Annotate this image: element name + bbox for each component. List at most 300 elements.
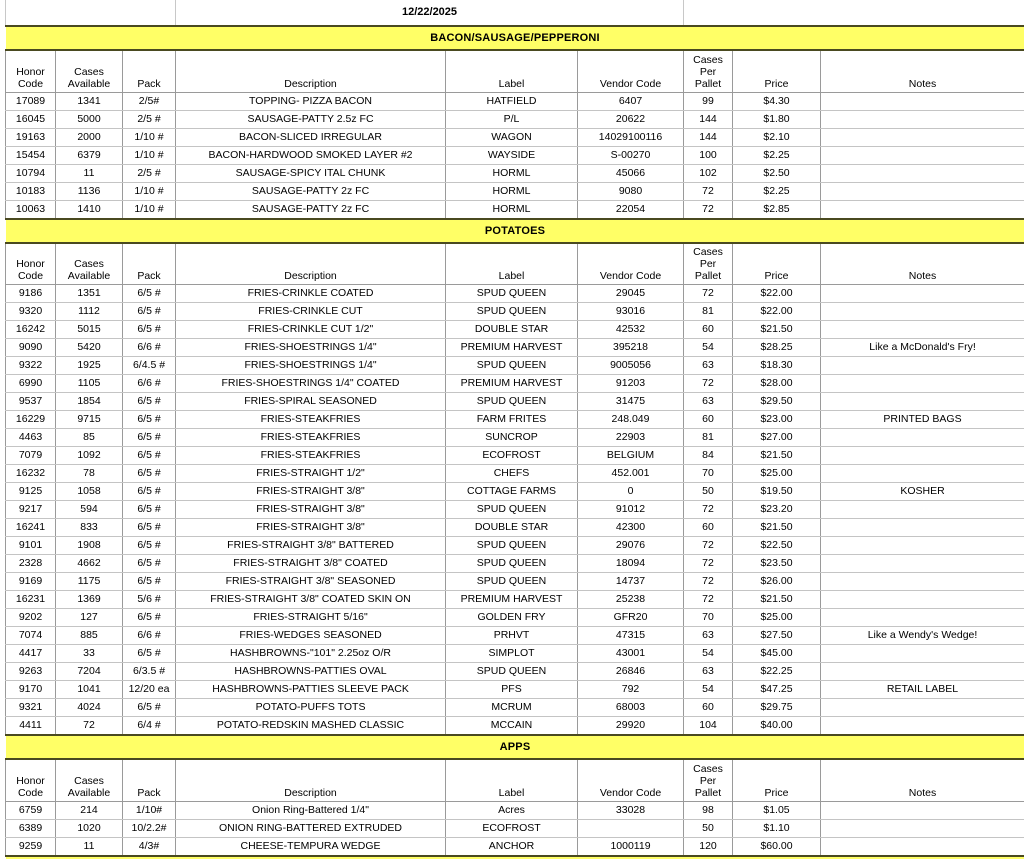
cell-label: DOUBLE STAR	[446, 519, 578, 537]
cell-cases-available: 9715	[56, 411, 123, 429]
cell-honor-code: 6389	[6, 819, 56, 837]
cell-cases-available: 1020	[56, 819, 123, 837]
cell-notes	[821, 663, 1024, 681]
column-header-label[interactable]: Label	[446, 50, 578, 92]
cell-honor-code: 9320	[6, 303, 56, 321]
cell-honor-code: 16045	[6, 110, 56, 128]
column-header-price[interactable]: Price	[733, 759, 821, 801]
cell-cases-per-pallet: 70	[684, 465, 733, 483]
cell-label: ECOFROST	[446, 447, 578, 465]
section-title: POTATOES	[6, 219, 1024, 243]
cell-price: $23.20	[733, 501, 821, 519]
cell-pack: 6/5 #	[123, 501, 176, 519]
column-header-cases-per-pallet[interactable]: Cases Per Pallet	[684, 50, 733, 92]
cell-vendor-code: 18094	[578, 555, 684, 573]
cell-notes	[821, 146, 1024, 164]
table-row[interactable]	[6, 285, 1024, 303]
cell-cases-available: 1341	[56, 92, 123, 110]
cell-label: SPUD QUEEN	[446, 285, 578, 303]
cell-cases-per-pallet: 98	[684, 801, 733, 819]
table-row[interactable]	[6, 447, 1024, 465]
cell-label: SPUD QUEEN	[446, 663, 578, 681]
cell-description: FRIES-STEAKFRIES	[176, 429, 446, 447]
cell-price: $25.00	[733, 465, 821, 483]
cell-notes	[821, 285, 1024, 303]
cell-vendor-code: 29076	[578, 537, 684, 555]
cell-description: FRIES-CRINKLE CUT	[176, 303, 446, 321]
table-row[interactable]	[6, 501, 1024, 519]
cell-label: PFS	[446, 681, 578, 699]
cell-description: FRIES-SPIRAL SEASONED	[176, 393, 446, 411]
cell-notes: Like a McDonald's Fry!	[821, 339, 1024, 357]
cell-notes	[821, 200, 1024, 219]
cell-price: $22.00	[733, 285, 821, 303]
column-header-description[interactable]: Description	[176, 759, 446, 801]
cell-notes	[821, 519, 1024, 537]
cell-vendor-code: 22903	[578, 429, 684, 447]
cell-cases-per-pallet: 60	[684, 411, 733, 429]
cell-cases-per-pallet: 63	[684, 393, 733, 411]
column-header-cases-per-pallet[interactable]: Cases Per Pallet	[684, 243, 733, 285]
column-header-description[interactable]: Description	[176, 243, 446, 285]
column-header-label[interactable]: Label	[446, 243, 578, 285]
cell-description: FRIES-STRAIGHT 3/8" COATED	[176, 555, 446, 573]
table-row[interactable]	[6, 110, 1024, 128]
cell-price: $1.10	[733, 819, 821, 837]
cell-vendor-code: 91203	[578, 375, 684, 393]
cell-price: $21.50	[733, 321, 821, 339]
cell-vendor-code: 248.049	[578, 411, 684, 429]
cell-notes	[821, 591, 1024, 609]
cell-pack: 12/20 ea	[123, 681, 176, 699]
cell-vendor-code: 9080	[578, 182, 684, 200]
cell-label: HORML	[446, 164, 578, 182]
table-row[interactable]	[6, 429, 1024, 447]
column-header-notes[interactable]: Notes	[821, 759, 1024, 801]
cell-honor-code: 16241	[6, 519, 56, 537]
cell-pack: 2/5#	[123, 92, 176, 110]
next-section-strip	[6, 856, 1024, 859]
cell-cases-per-pallet: 102	[684, 164, 733, 182]
table-row[interactable]	[6, 128, 1024, 146]
column-header-vendor-code[interactable]: Vendor Code	[578, 50, 684, 92]
column-header-notes[interactable]: Notes	[821, 243, 1024, 285]
cell-honor-code: 16242	[6, 321, 56, 339]
column-header-price[interactable]: Price	[733, 50, 821, 92]
cell-label: ECOFROST	[446, 819, 578, 837]
column-header-description[interactable]: Description	[176, 50, 446, 92]
cell-price: $1.80	[733, 110, 821, 128]
cell-honor-code: 15454	[6, 146, 56, 164]
cell-price: $22.00	[733, 303, 821, 321]
cell-notes	[821, 465, 1024, 483]
cell-cases-per-pallet: 63	[684, 663, 733, 681]
column-header-honor-code[interactable]: Honor Code	[6, 243, 56, 285]
cell-cases-per-pallet: 72	[684, 591, 733, 609]
cell-price: $22.25	[733, 663, 821, 681]
cell-notes	[821, 645, 1024, 663]
column-header-row	[6, 243, 1024, 285]
cell-cases-available: 4662	[56, 555, 123, 573]
cell-vendor-code: 14737	[578, 573, 684, 591]
cell-cases-per-pallet: 54	[684, 645, 733, 663]
cell-description: HASHBROWNS-"101" 2.25oz O/R	[176, 645, 446, 663]
table-row[interactable]	[6, 146, 1024, 164]
cell-price: $2.25	[733, 146, 821, 164]
table-row[interactable]	[6, 591, 1024, 609]
cell-honor-code: 9322	[6, 357, 56, 375]
cell-cases-per-pallet: 72	[684, 537, 733, 555]
cell-cases-per-pallet: 72	[684, 285, 733, 303]
cell-label: FARM FRITES	[446, 411, 578, 429]
column-header-pack[interactable]: Pack	[123, 50, 176, 92]
cell-vendor-code: 42532	[578, 321, 684, 339]
cell-label: WAYSIDE	[446, 146, 578, 164]
table-row[interactable]	[6, 663, 1024, 681]
cell-vendor-code: 29920	[578, 717, 684, 736]
cell-notes	[821, 128, 1024, 146]
column-header-cases-available[interactable]: Cases Available	[56, 243, 123, 285]
cell-label: SUNCROP	[446, 429, 578, 447]
table-row[interactable]	[6, 717, 1024, 736]
cell-price: $47.25	[733, 681, 821, 699]
cell-label: DOUBLE STAR	[446, 321, 578, 339]
cell-honor-code: 9090	[6, 339, 56, 357]
cell-notes	[821, 393, 1024, 411]
cell-price: $23.00	[733, 411, 821, 429]
cell-cases-available: 127	[56, 609, 123, 627]
cell-cases-per-pallet: 54	[684, 339, 733, 357]
column-header-label[interactable]: Label	[446, 759, 578, 801]
column-header-vendor-code[interactable]: Vendor Code	[578, 243, 684, 285]
table-row[interactable]	[6, 645, 1024, 663]
document-date: 12/22/2025	[176, 0, 684, 26]
table-row[interactable]	[6, 819, 1024, 837]
cell-cases-available: 5420	[56, 339, 123, 357]
cell-notes	[821, 303, 1024, 321]
cell-honor-code: 6990	[6, 375, 56, 393]
cell-label: COTTAGE FARMS	[446, 483, 578, 501]
cell-notes: PRINTED BAGS	[821, 411, 1024, 429]
cell-cases-available: 5015	[56, 321, 123, 339]
cell-description: FRIES-CRINKLE CUT 1/2"	[176, 321, 446, 339]
cell-notes	[821, 429, 1024, 447]
cell-honor-code: 9217	[6, 501, 56, 519]
cell-description: FRIES-STRAIGHT 3/8"	[176, 483, 446, 501]
table-row[interactable]	[6, 164, 1024, 182]
cell-label: Acres	[446, 801, 578, 819]
cell-label: SPUD QUEEN	[446, 303, 578, 321]
cell-price: $28.00	[733, 375, 821, 393]
cell-price: $26.00	[733, 573, 821, 591]
cell-cases-available: 1041	[56, 681, 123, 699]
cell-honor-code: 9321	[6, 699, 56, 717]
cell-notes	[821, 501, 1024, 519]
cell-honor-code: 9202	[6, 609, 56, 627]
cell-cases-per-pallet: 120	[684, 837, 733, 856]
cell-description: SAUSAGE-PATTY 2z FC	[176, 182, 446, 200]
section-header-row	[6, 26, 1024, 50]
table-row[interactable]	[6, 627, 1024, 645]
cell-honor-code: 4417	[6, 645, 56, 663]
next-section-strip-cell	[6, 856, 1024, 859]
cell-vendor-code: S-00270	[578, 146, 684, 164]
cell-cases-available: 7204	[56, 663, 123, 681]
cell-cases-available: 1092	[56, 447, 123, 465]
cell-vendor-code: GFR20	[578, 609, 684, 627]
cell-description: SAUSAGE-PATTY 2z FC	[176, 200, 446, 219]
cell-notes	[821, 801, 1024, 819]
cell-label: GOLDEN FRY	[446, 609, 578, 627]
cell-honor-code: 6759	[6, 801, 56, 819]
cell-cases-per-pallet: 100	[684, 146, 733, 164]
cell-pack: 6/5 #	[123, 447, 176, 465]
section-title: APPS	[6, 735, 1024, 759]
cell-vendor-code: 25238	[578, 591, 684, 609]
cell-pack: 6/5 #	[123, 321, 176, 339]
cell-vendor-code: 29045	[578, 285, 684, 303]
cell-honor-code: 16232	[6, 465, 56, 483]
cell-notes	[821, 837, 1024, 856]
cell-cases-available: 1175	[56, 573, 123, 591]
table-row[interactable]	[6, 393, 1024, 411]
cell-cases-available: 72	[56, 717, 123, 736]
table-row[interactable]	[6, 375, 1024, 393]
cell-price: $29.75	[733, 699, 821, 717]
cell-description: FRIES-STRAIGHT 3/8" SEASONED	[176, 573, 446, 591]
cell-cases-available: 1351	[56, 285, 123, 303]
cell-cases-per-pallet: 70	[684, 609, 733, 627]
cell-honor-code: 4411	[6, 717, 56, 736]
cell-pack: 4/3#	[123, 837, 176, 856]
column-header-pack[interactable]: Pack	[123, 243, 176, 285]
cell-price: $27.00	[733, 429, 821, 447]
cell-pack: 6/6 #	[123, 339, 176, 357]
table-row[interactable]	[6, 837, 1024, 856]
cell-pack: 2/5 #	[123, 110, 176, 128]
cell-cases-per-pallet: 60	[684, 321, 733, 339]
cell-pack: 6/5 #	[123, 393, 176, 411]
cell-notes	[821, 699, 1024, 717]
table-row[interactable]	[6, 801, 1024, 819]
column-header-pack[interactable]: Pack	[123, 759, 176, 801]
cell-label: PREMIUM HARVEST	[446, 591, 578, 609]
cell-vendor-code: 0	[578, 483, 684, 501]
cell-pack: 6/5 #	[123, 645, 176, 663]
cell-cases-available: 833	[56, 519, 123, 537]
cell-price: $2.50	[733, 164, 821, 182]
cell-pack: 6/4.5 #	[123, 357, 176, 375]
cell-description: HASHBROWNS-PATTIES OVAL	[176, 663, 446, 681]
cell-honor-code: 9169	[6, 573, 56, 591]
cell-pack: 6/5 #	[123, 465, 176, 483]
cell-price: $29.50	[733, 393, 821, 411]
cell-price: $21.50	[733, 591, 821, 609]
column-header-cases-per-pallet[interactable]: Cases Per Pallet	[684, 759, 733, 801]
cell-label: SIMPLOT	[446, 645, 578, 663]
cell-price: $19.50	[733, 483, 821, 501]
cell-cases-per-pallet: 50	[684, 483, 733, 501]
cell-label: SPUD QUEEN	[446, 573, 578, 591]
cell-pack: 6/5 #	[123, 555, 176, 573]
cell-notes	[821, 447, 1024, 465]
cell-cases-per-pallet: 99	[684, 92, 733, 110]
cell-pack: 6/5 #	[123, 483, 176, 501]
cell-description: FRIES-SHOESTRINGS 1/4"	[176, 357, 446, 375]
table-row[interactable]	[6, 411, 1024, 429]
cell-vendor-code: 68003	[578, 699, 684, 717]
cell-cases-per-pallet: 72	[684, 375, 733, 393]
cell-vendor-code: 14029100116	[578, 128, 684, 146]
cell-label: SPUD QUEEN	[446, 501, 578, 519]
column-header-price[interactable]: Price	[733, 243, 821, 285]
section-header-row	[6, 735, 1024, 759]
cell-cases-available: 594	[56, 501, 123, 519]
table-row[interactable]	[6, 303, 1024, 321]
cell-description: FRIES-STRAIGHT 3/8"	[176, 501, 446, 519]
cell-honor-code: 2328	[6, 555, 56, 573]
cell-cases-available: 33	[56, 645, 123, 663]
cell-vendor-code: 9005056	[578, 357, 684, 375]
cell-notes	[821, 555, 1024, 573]
cell-honor-code: 7079	[6, 447, 56, 465]
cell-pack: 6/6 #	[123, 627, 176, 645]
cell-price: $1.05	[733, 801, 821, 819]
cell-price: $4.30	[733, 92, 821, 110]
cell-cases-available: 5000	[56, 110, 123, 128]
cell-description: FRIES-STRAIGHT 3/8"	[176, 519, 446, 537]
cell-vendor-code: 43001	[578, 645, 684, 663]
cell-description: FRIES-STRAIGHT 5/16"	[176, 609, 446, 627]
table-row[interactable]	[6, 483, 1024, 501]
table-row[interactable]	[6, 681, 1024, 699]
cell-cases-available: 4024	[56, 699, 123, 717]
cell-cases-per-pallet: 60	[684, 519, 733, 537]
cell-cases-available: 6379	[56, 146, 123, 164]
cell-price: $2.25	[733, 182, 821, 200]
table-row[interactable]	[6, 357, 1024, 375]
table-row[interactable]	[6, 92, 1024, 110]
cell-cases-available: 11	[56, 837, 123, 856]
cell-notes	[821, 182, 1024, 200]
cell-description: CHEESE-TEMPURA WEDGE	[176, 837, 446, 856]
cell-notes: Like a Wendy's Wedge!	[821, 627, 1024, 645]
column-header-notes[interactable]: Notes	[821, 50, 1024, 92]
cell-description: TOPPING- PIZZA BACON	[176, 92, 446, 110]
cell-vendor-code: 91012	[578, 501, 684, 519]
column-header-vendor-code[interactable]: Vendor Code	[578, 759, 684, 801]
cell-label: WAGON	[446, 128, 578, 146]
cell-pack: 6/5 #	[123, 573, 176, 591]
column-header-row	[6, 50, 1024, 92]
table-row[interactable]	[6, 182, 1024, 200]
table-row[interactable]	[6, 200, 1024, 219]
cell-description: ONION RING-BATTERED EXTRUDED	[176, 819, 446, 837]
table-row[interactable]	[6, 519, 1024, 537]
cell-pack: 1/10 #	[123, 200, 176, 219]
cell-description: SAUSAGE-PATTY 2.5z FC	[176, 110, 446, 128]
cell-pack: 1/10 #	[123, 128, 176, 146]
cell-cases-available: 11	[56, 164, 123, 182]
cell-honor-code: 10183	[6, 182, 56, 200]
cell-notes: KOSHER	[821, 483, 1024, 501]
cell-price: $23.50	[733, 555, 821, 573]
cell-label: PREMIUM HARVEST	[446, 375, 578, 393]
cell-cases-per-pallet: 60	[684, 699, 733, 717]
cell-vendor-code: 42300	[578, 519, 684, 537]
cell-pack: 6/3.5 #	[123, 663, 176, 681]
cell-label: CHEFS	[446, 465, 578, 483]
cell-cases-available: 1854	[56, 393, 123, 411]
cell-label: HATFIELD	[446, 92, 578, 110]
cell-price: $25.00	[733, 609, 821, 627]
cell-description: Onion Ring-Battered 1/4"	[176, 801, 446, 819]
cell-label: ANCHOR	[446, 837, 578, 856]
cell-cases-available: 1136	[56, 182, 123, 200]
cell-cases-per-pallet: 144	[684, 128, 733, 146]
cell-honor-code: 9186	[6, 285, 56, 303]
cell-description: SAUSAGE-SPICY ITAL CHUNK	[176, 164, 446, 182]
cell-description: FRIES-SHOESTRINGS 1/4"	[176, 339, 446, 357]
date-spacer-left	[6, 0, 176, 26]
cell-description: FRIES-STRAIGHT 1/2"	[176, 465, 446, 483]
cell-honor-code: 16229	[6, 411, 56, 429]
cell-label: PREMIUM HARVEST	[446, 339, 578, 357]
cell-price: $27.50	[733, 627, 821, 645]
column-header-cases-available[interactable]: Cases Available	[56, 50, 123, 92]
cell-label: PRHVT	[446, 627, 578, 645]
column-header-honor-code[interactable]: Honor Code	[6, 759, 56, 801]
cell-cases-per-pallet: 104	[684, 717, 733, 736]
cell-cases-per-pallet: 72	[684, 573, 733, 591]
section-title: BACON/SAUSAGE/PEPPERONI	[6, 26, 1024, 50]
column-header-cases-available[interactable]: Cases Available	[56, 759, 123, 801]
cell-description: FRIES-CRINKLE COATED	[176, 285, 446, 303]
table-row[interactable]	[6, 699, 1024, 717]
cell-pack: 6/5 #	[123, 519, 176, 537]
cell-vendor-code	[578, 819, 684, 837]
column-header-honor-code[interactable]: Honor Code	[6, 50, 56, 92]
cell-label: SPUD QUEEN	[446, 555, 578, 573]
cell-label: MCRUM	[446, 699, 578, 717]
cell-price: $18.30	[733, 357, 821, 375]
cell-cases-per-pallet: 81	[684, 429, 733, 447]
table-row[interactable]	[6, 339, 1024, 357]
cell-pack: 6/5 #	[123, 285, 176, 303]
table-row[interactable]	[6, 465, 1024, 483]
cell-label: MCCAIN	[446, 717, 578, 736]
cell-cases-available: 1925	[56, 357, 123, 375]
cell-notes: RETAIL LABEL	[821, 681, 1024, 699]
cell-price: $60.00	[733, 837, 821, 856]
cell-notes	[821, 717, 1024, 736]
table-row[interactable]	[6, 321, 1024, 339]
cell-cases-available: 1105	[56, 375, 123, 393]
table-row[interactable]	[6, 573, 1024, 591]
cell-pack: 2/5 #	[123, 164, 176, 182]
cell-honor-code: 9259	[6, 837, 56, 856]
table-row[interactable]	[6, 537, 1024, 555]
cell-pack: 1/10#	[123, 801, 176, 819]
cell-vendor-code: 452.001	[578, 465, 684, 483]
cell-pack: 6/5 #	[123, 609, 176, 627]
cell-pack: 6/5 #	[123, 411, 176, 429]
table-row[interactable]	[6, 609, 1024, 627]
cell-vendor-code: 22054	[578, 200, 684, 219]
cell-cases-per-pallet: 50	[684, 819, 733, 837]
table-row[interactable]	[6, 555, 1024, 573]
cell-cases-per-pallet: 144	[684, 110, 733, 128]
